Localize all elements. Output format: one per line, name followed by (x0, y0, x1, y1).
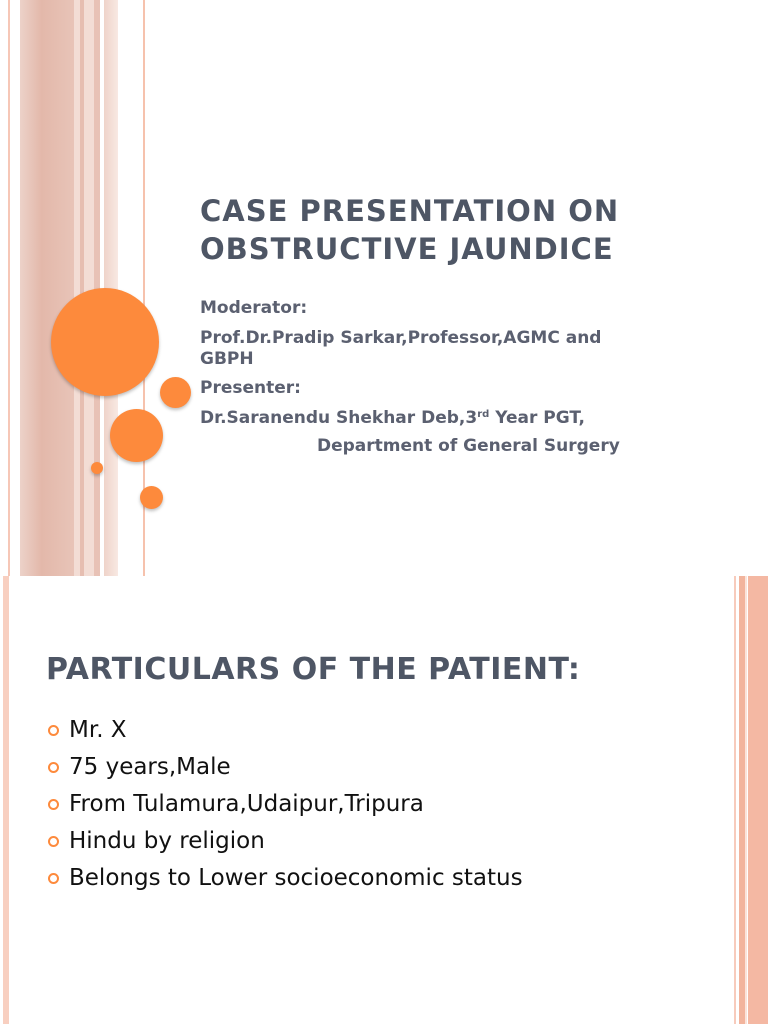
stripe (80, 0, 84, 576)
list-item: Mr. X (46, 712, 523, 749)
department-text: Department of General Surgery (317, 436, 620, 456)
left-edge-stripe (3, 576, 9, 1024)
bullet-list (46, 712, 523, 897)
slide-title (200, 192, 720, 268)
bullet-icon (48, 762, 59, 773)
moderator-label: Moderator: (200, 298, 308, 318)
list-item: Belongs to Lower socioeconomic status (46, 860, 523, 897)
list-item: From Tulamura,Udaipur,Tripura (46, 786, 523, 823)
bullet-icon (48, 873, 59, 884)
small-circle (140, 486, 163, 509)
list-item: Hindu by religion (46, 823, 523, 860)
bullet-icon (48, 836, 59, 847)
large-circle (51, 288, 159, 396)
title-line-2: OBSTRUCTIVE JAUNDICE (200, 232, 614, 266)
stripe (748, 576, 768, 1024)
moderator-name: Prof.Dr.Pradip Sarkar,Professor,AGMC and GBPH (200, 328, 602, 369)
stripe (8, 0, 10, 576)
slide-title: PARTICULARS OF THE PATIENT: (46, 652, 581, 687)
stripe (20, 0, 74, 576)
title-line-1: CASE PRESENTATION ON (200, 194, 620, 228)
medium-circle (110, 409, 163, 462)
presenter-name: Dr.Saranendu Shekhar Deb,3rd Year PGT, (200, 408, 585, 428)
tiny-circle (91, 462, 103, 474)
bullet-icon (48, 725, 59, 736)
small-circle (160, 377, 191, 408)
bullet-icon (48, 799, 59, 810)
stripe (734, 576, 736, 1024)
presenter-label: Presenter: (200, 378, 301, 398)
stripe (745, 576, 747, 1024)
list-item: 75 years,Male (46, 749, 523, 786)
